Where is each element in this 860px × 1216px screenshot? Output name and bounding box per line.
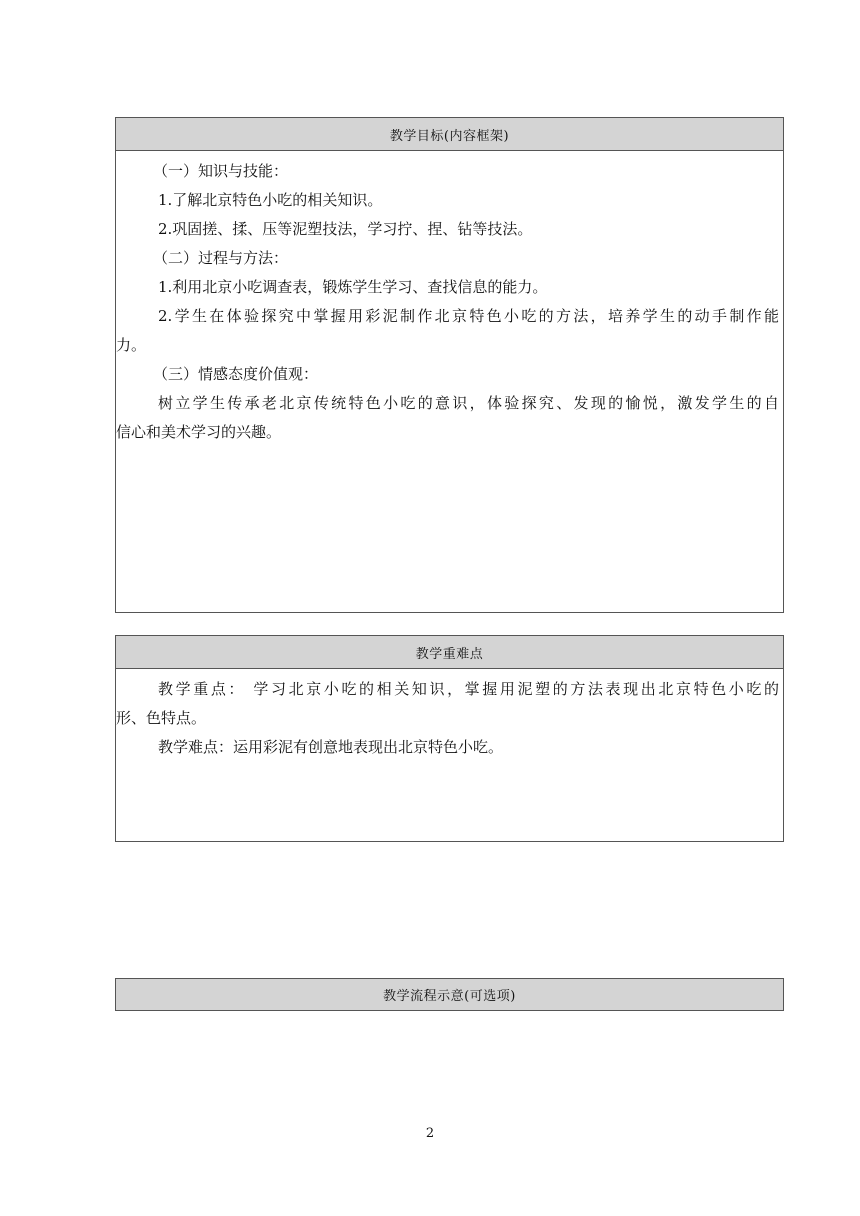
key-points-line: 教学难点：运用彩泥有创意地表现出北京特色小吃。 [158,738,504,756]
key-points-section [115,635,784,842]
flow-header: 教学流程示意(可选项) [116,979,783,1010]
objectives-line: 信心和美术学习的兴趣。 [116,423,282,441]
objectives-line: 2.学生在体验探究中掌握用彩泥制作北京特色小吃的方法，培养学生的动手制作能 [158,307,779,325]
objectives-line: 1.了解北京特色小吃的相关知识。 [158,191,383,209]
objectives-line: （三）情感态度价值观： [153,365,319,383]
objectives-line: 1.利用北京小吃调查表，锻炼学生学习、查找信息的能力。 [158,278,548,296]
key-points-body [116,669,783,762]
key-points-header: 教学重难点 [116,636,783,669]
objectives-section [115,117,784,613]
flow-section [115,978,784,1011]
objectives-line: 力。 [116,336,147,354]
objectives-line: 树立学生传承老北京传统特色小吃的意识，体验探究、发现的愉悦，激发学生的自 [158,394,779,412]
objectives-line: 2.巩固搓、揉、压等泥塑技法，学习拧、捏、钻等技法。 [158,220,533,238]
key-points-line: 教学重点： 学习北京小吃的相关知识，掌握用泥塑的方法表现出北京特色小吃的 [158,680,779,698]
objectives-line: （二）过程与方法： [153,249,289,267]
objectives-line: （一）知识与技能： [153,162,289,180]
objectives-body [116,151,783,447]
key-points-line: 形、色特点。 [116,709,207,727]
page-number: 2 [425,1126,435,1141]
objectives-header: 教学目标(内容框架) [116,118,783,151]
